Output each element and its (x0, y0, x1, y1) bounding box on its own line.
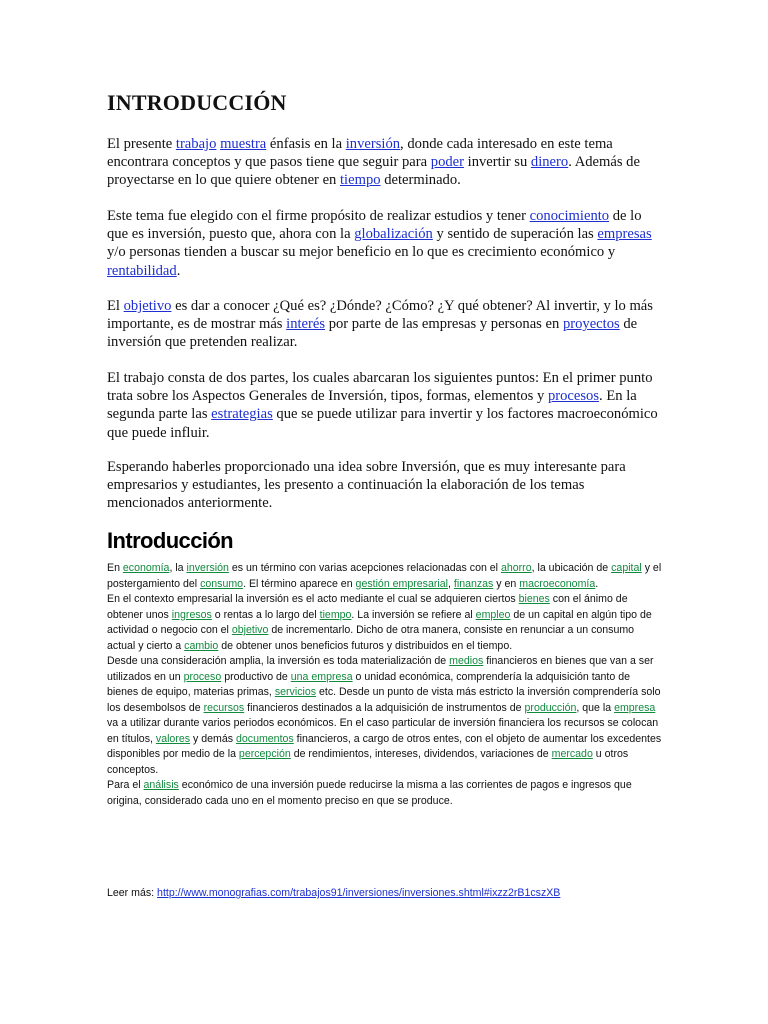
inline-link[interactable]: valores (155, 732, 191, 745)
inline-link[interactable]: procesos (547, 388, 600, 405)
inline-link[interactable]: conocimiento (529, 208, 610, 224)
text-run: Esperando haberles proporcionado una idea sobre Inversión, que es muy interesante para empresarios y estudiantes, les presento a continuación la elaboración de los temas mencionados anteriormente. (107, 459, 626, 512)
text-run: de lo que es inversión, puesto que, ahora con la (107, 208, 642, 243)
inline-link[interactable]: tiempo (340, 172, 381, 189)
inline-link[interactable]: empresas (597, 226, 652, 243)
inline-link[interactable]: una empresa (290, 670, 353, 683)
text-run: , (448, 577, 454, 590)
inline-link[interactable]: objetivo (231, 624, 269, 636)
inline-link[interactable]: ingresos (171, 608, 212, 621)
section-paragraph-3 (107, 654, 663, 778)
text-run: va a utilizar durante varios periodos económicos. En el caso particular de inversión financiera los recursos se colocan en títulos, (107, 717, 659, 745)
inline-link[interactable]: proyectos (562, 316, 620, 333)
inline-link[interactable]: documentos (235, 732, 294, 745)
text-run: . La inversión se refiere al (351, 608, 476, 621)
text-run: En el contexto empresarial la inversión es el acto mediante el cual se adquieren ciertos (107, 593, 519, 605)
text-run: u otros conceptos. (107, 748, 629, 776)
text-run: El (107, 298, 124, 314)
text-run: o unidad económica, comprendería la adquisición tanto de bienes de equipo, materias primas, (107, 670, 630, 698)
text-run: determinado. (380, 172, 461, 189)
inline-link[interactable]: bienes (518, 593, 550, 605)
inline-link[interactable]: inversión (345, 136, 401, 152)
section-body (107, 561, 663, 809)
inline-link[interactable]: servicios (274, 686, 317, 698)
text-run: económico de una inversión puede reducirse la misma a las corrientes de pagos e ingresos que origina, considerado cada uno en el momento preciso en que se produce. (107, 779, 632, 807)
document-title: INTRODUCCIÓN (107, 90, 287, 115)
inline-link[interactable]: consumo (200, 577, 244, 590)
text-run: y el postergamiento del (107, 562, 662, 590)
inline-link[interactable]: macroeconomía (519, 577, 596, 590)
text-run: financieros destinados a la adquisición de instrumentos de (244, 701, 525, 714)
text-run: de rendimientos, intereses, dividendos, variaciones de (290, 748, 552, 760)
section-paragraph-2 (107, 592, 663, 654)
section-title: Introducción (107, 528, 234, 553)
text-run: etc. Desde un punto de vista más estricto la inversión comprendería solo los desembolsos de (107, 686, 661, 714)
inline-link[interactable]: trabajo (175, 136, 217, 152)
inline-link[interactable]: rentabilidad (107, 262, 177, 279)
inline-link[interactable]: percepción (238, 748, 291, 760)
text-run: productivo de (221, 670, 291, 683)
text-run: El trabajo consta de dos partes, los cuales abarcaran los siguientes puntos: En el primer punto trata sobre los Aspectos Generales de Inversión, tipos, formas, elementos y (107, 370, 653, 405)
inline-link[interactable]: finanzas (453, 577, 494, 590)
inline-link[interactable]: interés (286, 316, 326, 333)
inline-link[interactable]: economía (122, 562, 170, 574)
text-run: por parte de las empresas y personas en (325, 316, 563, 333)
inline-link[interactable]: dinero (530, 154, 569, 171)
inline-link[interactable]: medios (449, 655, 484, 667)
text-run: con el ánimo de obtener unos (107, 593, 628, 621)
inline-link[interactable]: poder (430, 154, 465, 171)
text-run: . (595, 577, 599, 590)
text-run: , la ubicación de (531, 562, 612, 574)
text-run: y demás (190, 732, 236, 745)
text-run: de obtener unos beneficios futuros y distribuidos en el tiempo. (218, 639, 513, 652)
text-run: y sentido de superación las (432, 226, 598, 243)
text-run: de incrementarlo. Dicho de otra manera, consiste en renunciar a un consumo actual y cierto a (107, 624, 635, 652)
text-run: y en (493, 577, 520, 590)
text-run: financieros en bienes que van a ser utilizados en un (107, 655, 654, 683)
inline-link[interactable]: objetivo (123, 298, 172, 314)
intro-paragraph-1 (107, 135, 663, 190)
inline-link[interactable]: análisis (143, 779, 179, 791)
inline-link[interactable]: proceso (183, 670, 222, 683)
text-run: es dar a conocer ¿Qué es? ¿Dónde? ¿Cómo? ¿Y qué obtener? Al invertir, y lo más importante, es de mostrar más (107, 298, 653, 333)
inline-link[interactable]: ahorro (500, 562, 532, 574)
text-run: , que la (576, 701, 615, 714)
text-run: de inversión que pretenden realizar. (107, 316, 638, 351)
inline-link[interactable]: empresa (614, 701, 656, 714)
text-run: Para el (107, 779, 144, 791)
intro-paragraph-3 (107, 297, 663, 352)
inline-link[interactable]: recursos (203, 701, 245, 714)
text-run: , la (169, 562, 187, 574)
text-run: . En la segunda parte las (107, 388, 637, 423)
text-run: Este tema fue elegido con el firme propósito de realizar estudios y tener (107, 208, 530, 224)
text-run: invertir su (464, 154, 531, 171)
text-run: Desde una consideración amplia, la inversión es toda materialización de (107, 655, 450, 667)
intro-paragraph-4 (107, 369, 663, 442)
inline-link[interactable]: estrategias (211, 406, 273, 423)
inline-link[interactable]: empleo (475, 608, 511, 621)
read-more-label: Leer más: (107, 887, 158, 899)
inline-link[interactable]: globalización (354, 226, 433, 243)
text-run: . Además de proyectarse en lo que quiere obtener en (107, 154, 640, 189)
read-more-link[interactable]: http://www.monografias.com/trabajos91/inversiones/inversiones.shtml#ixzz2rB1cszXB (157, 887, 561, 899)
text-run: El presente (107, 136, 176, 152)
text-run: o rentas a lo largo del (211, 608, 320, 621)
inline-link[interactable]: cambio (184, 639, 219, 652)
inline-link[interactable]: muestra (220, 136, 267, 152)
inline-link[interactable]: mercado (551, 748, 593, 760)
text-run: énfasis en la (266, 136, 346, 152)
text-run: de un capital en algún tipo de actividad o negocio con el (107, 608, 652, 636)
section-paragraph-4 (107, 778, 663, 809)
text-run: que se puede utilizar para invertir y los factores macroeconómico que puede influir. (107, 406, 658, 441)
intro-paragraph-2 (107, 207, 663, 280)
text-run: financieros, a cargo de otros entes, con el objeto de aumentar los excedentes disponibles por medio de la (107, 732, 662, 760)
inline-link[interactable]: capital (611, 562, 642, 574)
text-run: es un término con varias acepciones relacionadas con el (228, 562, 501, 574)
inline-link[interactable]: tiempo (319, 608, 352, 621)
text-run: En (107, 562, 123, 574)
section-paragraph-1 (107, 561, 663, 592)
inline-link[interactable]: gestión empresarial (355, 577, 448, 590)
inline-link[interactable]: producción (524, 701, 577, 714)
inline-link[interactable]: inversión (186, 562, 229, 574)
text-run: . El término aparece en (243, 577, 356, 590)
text-run: y/o personas tienden a buscar su mejor beneficio en lo que es crecimiento económico y (107, 244, 616, 261)
intro-paragraph-5 (107, 458, 663, 513)
read-more-line (107, 886, 663, 901)
text-run: . (176, 262, 181, 279)
text-run: , donde cada interesado en este tema encontrara conceptos y que pasos tiene que seguir para (107, 136, 613, 171)
